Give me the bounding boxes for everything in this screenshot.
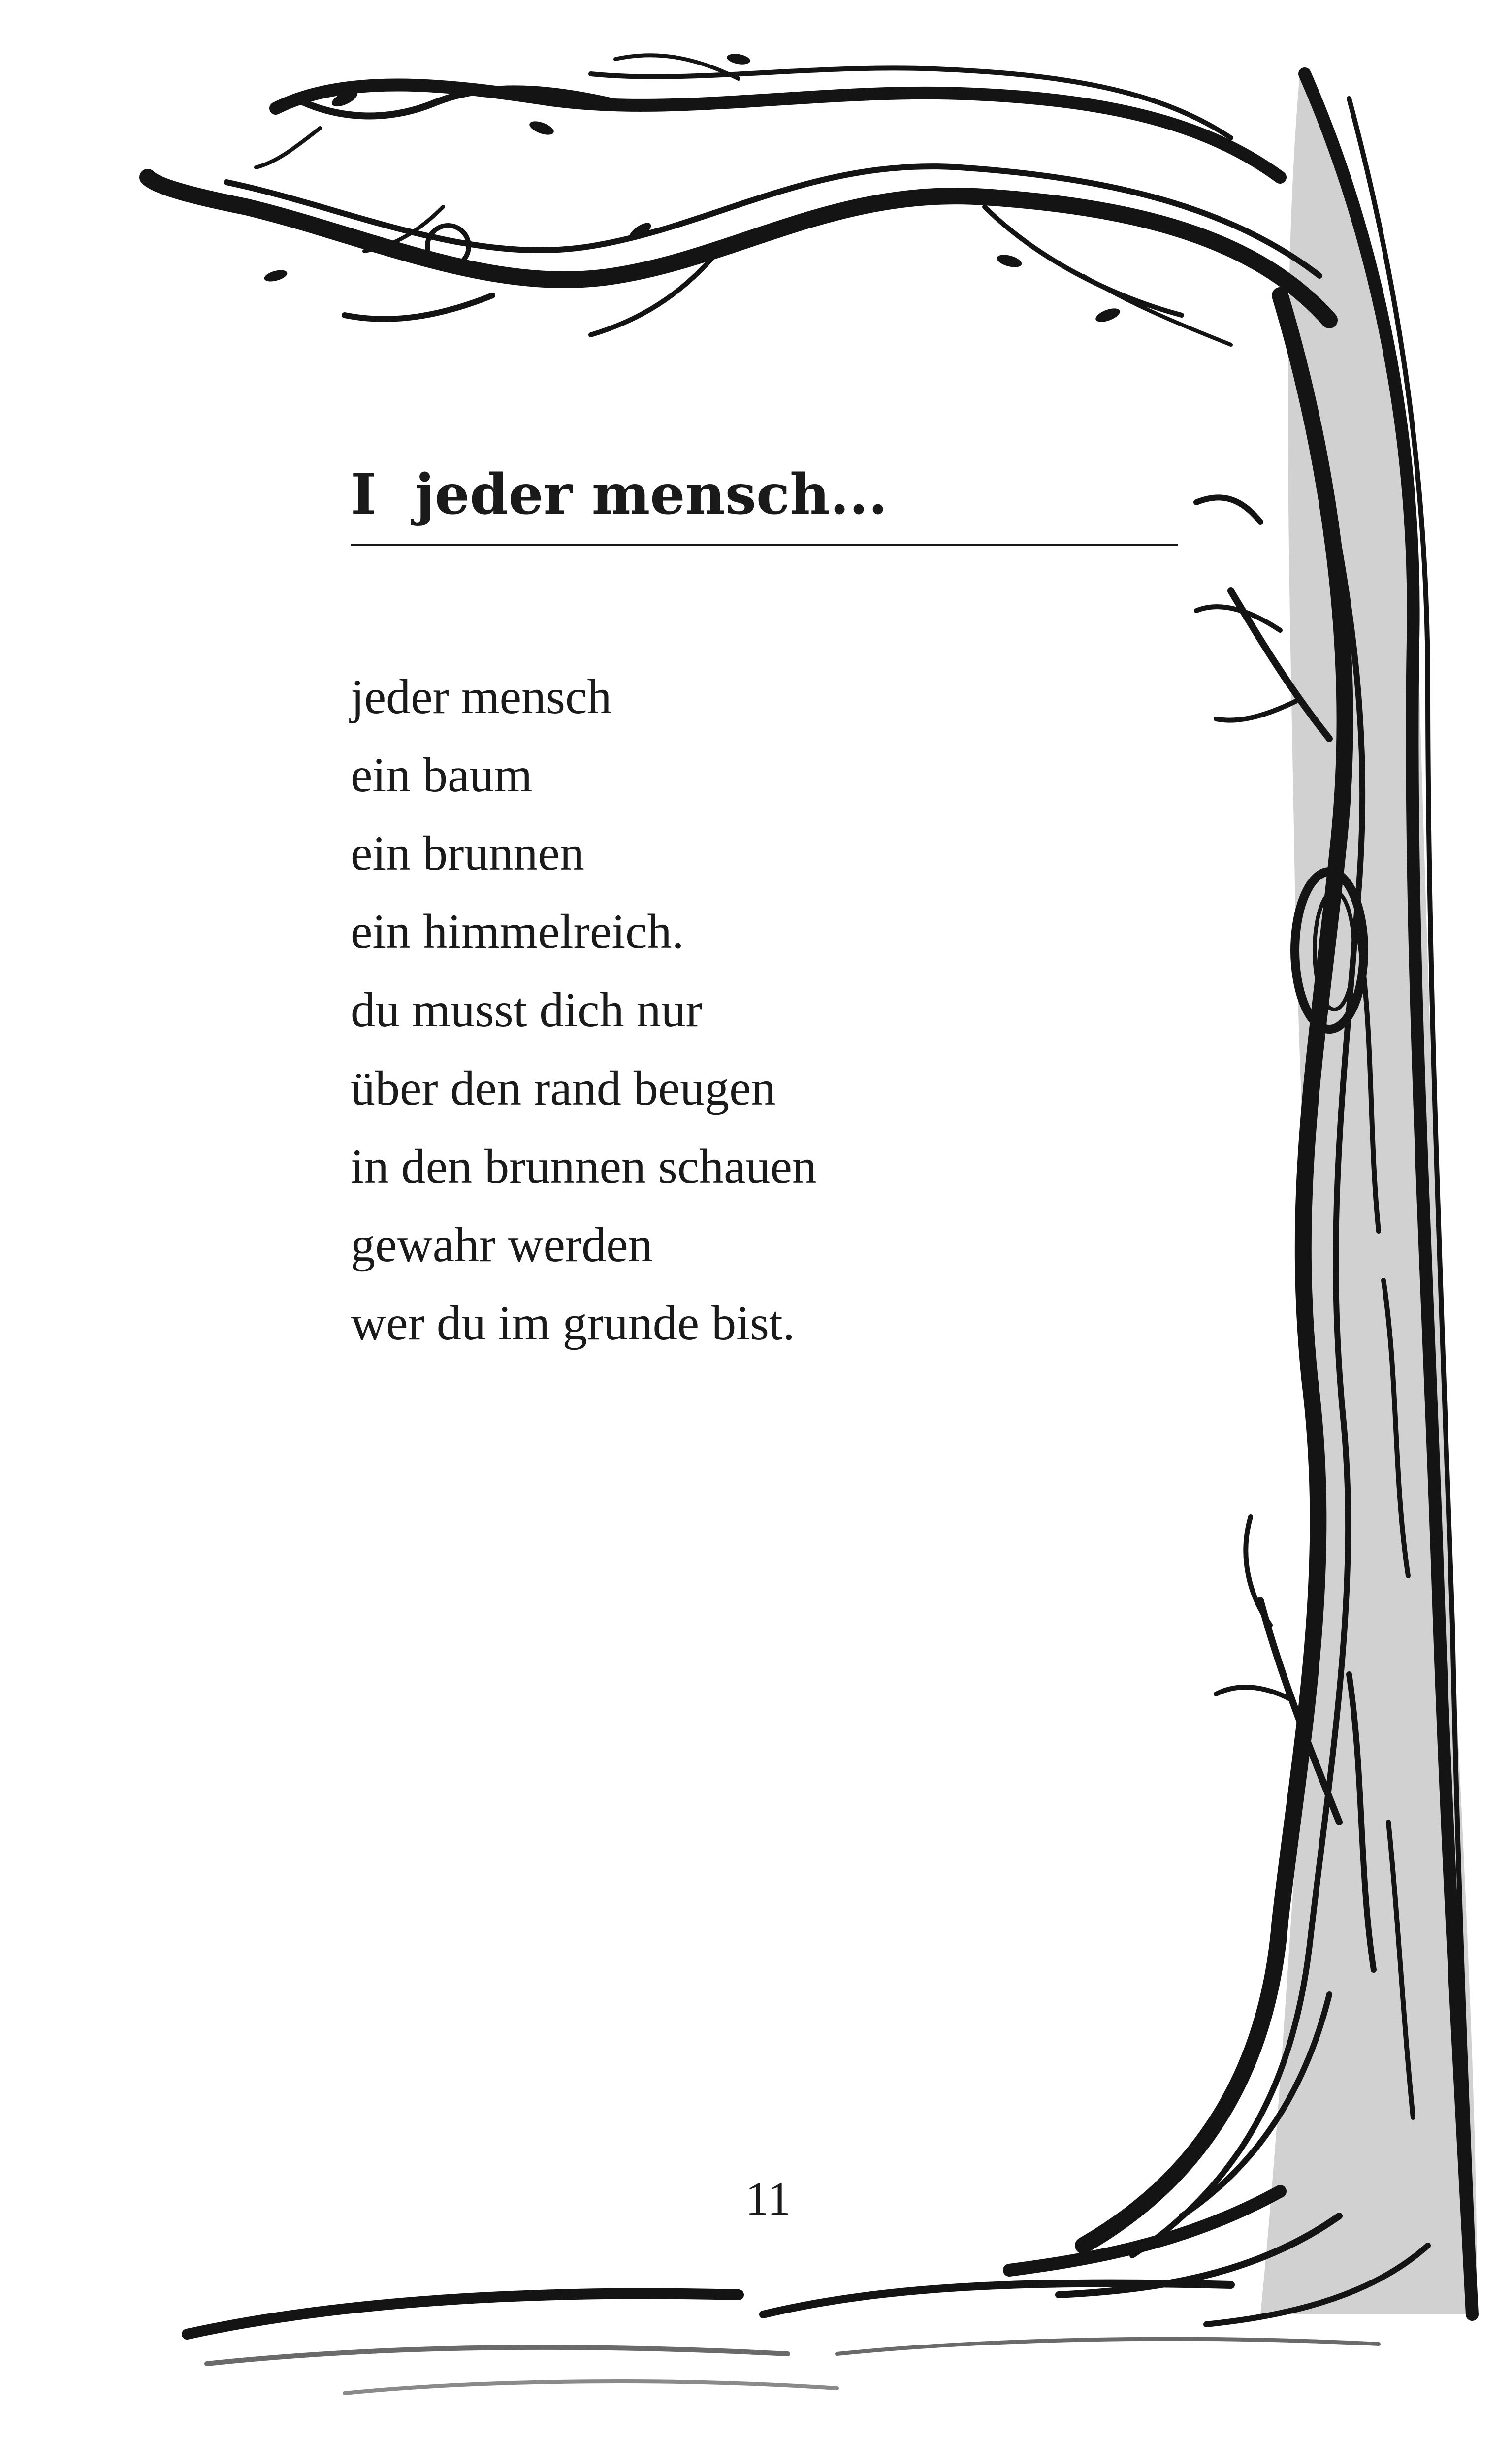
poem-line: über den rand beugen bbox=[351, 1061, 776, 1115]
poem-line: gewahr werden bbox=[351, 1217, 653, 1272]
chapter-heading bbox=[351, 458, 1178, 532]
chapter-title: jeder mensch... bbox=[415, 462, 888, 527]
poem-line: du musst dich nur bbox=[351, 982, 702, 1037]
chapter-number: I bbox=[351, 462, 377, 527]
page-number: 11 bbox=[745, 2172, 791, 2225]
ground-strokes bbox=[187, 2283, 1379, 2393]
poem-line: jeder mensch bbox=[351, 669, 612, 724]
canopy-branches bbox=[148, 55, 1329, 345]
heading-underline bbox=[351, 544, 1178, 546]
poem-line: ein himmelreich. bbox=[351, 904, 684, 959]
poem-line: ein brunnen bbox=[351, 826, 584, 880]
poem-line: in den brunnen schauen bbox=[351, 1139, 817, 1194]
poem bbox=[351, 657, 1286, 1362]
trunk-wash bbox=[1260, 74, 1477, 2314]
poem-line: ein baum bbox=[351, 748, 533, 802]
poem-line: wer du im grunde bist. bbox=[351, 1296, 795, 1350]
